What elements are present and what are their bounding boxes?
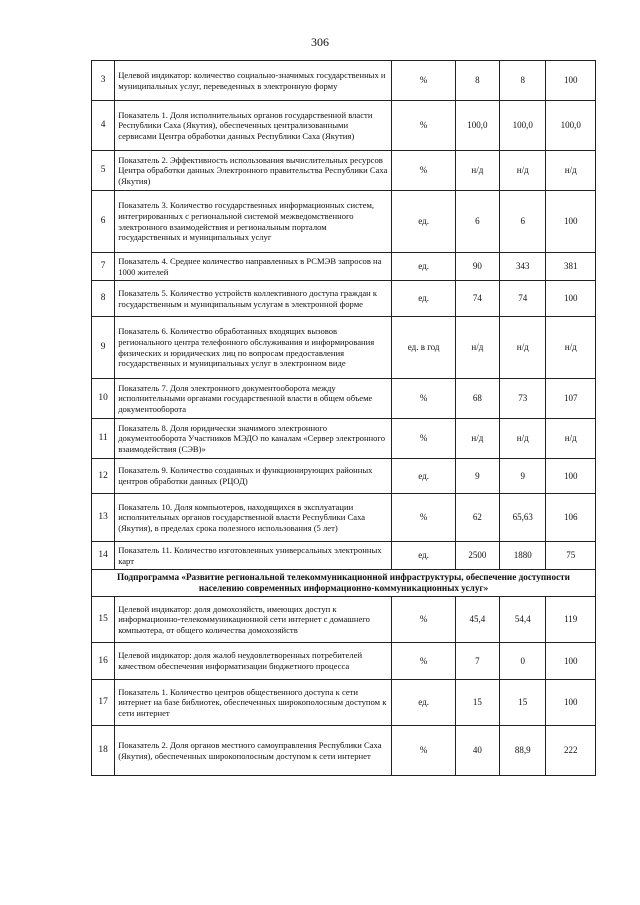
row-percent-value: 381 — [546, 253, 596, 281]
row-plan-value: 15 — [455, 680, 499, 726]
row-number: 7 — [92, 253, 115, 281]
row-number: 5 — [92, 151, 115, 191]
row-actual-value: 54,4 — [500, 597, 546, 643]
row-unit: ед. — [392, 253, 455, 281]
row-number: 16 — [92, 643, 115, 680]
row-percent-value: 222 — [546, 726, 596, 776]
row-actual-value: 6 — [500, 191, 546, 253]
row-unit: ед. — [392, 191, 455, 253]
row-number: 14 — [92, 542, 115, 570]
row-plan-value: н/д — [455, 317, 499, 379]
row-number: 12 — [92, 459, 115, 494]
row-plan-value: н/д — [455, 151, 499, 191]
row-description: Показатель 3. Количество государственных информационных систем, интегрированных с региональной системой межведомственного электронного взаимодействия и региональным порталом государственных и муниципальных услуг — [115, 191, 392, 253]
row-actual-value: 100,0 — [500, 101, 546, 151]
row-plan-value: 9 — [455, 459, 499, 494]
row-plan-value: 74 — [455, 281, 499, 317]
row-actual-value: н/д — [500, 317, 546, 379]
row-description: Показатель 10. Доля компьютеров, находящихся в эксплуатации исполнительных органов государственной власти Республики Саха (Якутия), в пределах срока полезного использования (5 лет) — [115, 494, 392, 542]
row-plan-value: 100,0 — [455, 101, 499, 151]
table-row — [92, 419, 596, 459]
row-plan-value: 6 — [455, 191, 499, 253]
row-actual-value: 1880 — [500, 542, 546, 570]
row-number: 9 — [92, 317, 115, 379]
row-unit: % — [392, 61, 455, 101]
row-number: 8 — [92, 281, 115, 317]
row-description: Показатель 11. Количество изготовленных универсальных электронных карт — [115, 542, 392, 570]
row-description: Показатель 7. Доля электронного документооборота между исполнительными органами государственной власти в общем объеме документооборота — [115, 379, 392, 419]
row-percent-value: 100 — [546, 191, 596, 253]
row-percent-value: 100 — [546, 61, 596, 101]
row-unit: % — [392, 494, 455, 542]
row-number: 10 — [92, 379, 115, 419]
table-row — [92, 597, 596, 643]
row-plan-value: 2500 — [455, 542, 499, 570]
table-row — [92, 317, 596, 379]
row-unit: ед. — [392, 542, 455, 570]
indicators-table — [91, 60, 596, 776]
row-description: Показатель 6. Количество обработанных входящих вызовов регионального центра телефонного обслуживания и информирования физических и юридических лиц по вопросам предоставления государственных и муниципальных услуг в электронном виде — [115, 317, 392, 379]
row-percent-value: 100 — [546, 680, 596, 726]
row-actual-value: 343 — [500, 253, 546, 281]
row-unit: ед. в год — [392, 317, 455, 379]
row-plan-value: 45,4 — [455, 597, 499, 643]
table-row — [92, 542, 596, 570]
row-description: Целевой индикатор: доля жалоб неудовлетворенных потребителей качеством обеспечения информатизации бюджетного процесса — [115, 643, 392, 680]
row-number: 4 — [92, 101, 115, 151]
row-actual-value: н/д — [500, 419, 546, 459]
row-unit: % — [392, 379, 455, 419]
page-number: 306 — [311, 35, 329, 49]
row-actual-value: 8 — [500, 61, 546, 101]
table-row — [92, 61, 596, 101]
row-description: Показатель 1. Доля исполнительных органов государственной власти Республики Саха (Якутия), обеспеченных централизованными сервисами Центра обработки данных Республики Саха (Якутия) — [115, 101, 392, 151]
table-row — [92, 253, 596, 281]
row-description: Показатель 9. Количество созданных и функционирующих районных центров обработки данных (РЦОД) — [115, 459, 392, 494]
section-row — [92, 570, 596, 597]
row-plan-value: н/д — [455, 419, 499, 459]
table-row — [92, 379, 596, 419]
row-number: 18 — [92, 726, 115, 776]
row-number: 15 — [92, 597, 115, 643]
row-actual-value: 65,63 — [500, 494, 546, 542]
row-percent-value: н/д — [546, 419, 596, 459]
row-description: Показатель 2. Доля органов местного самоуправления Республики Саха (Якутия), обеспеченных широкополосным доступом к сети интернет — [115, 726, 392, 776]
table-row — [92, 101, 596, 151]
row-percent-value: 106 — [546, 494, 596, 542]
row-percent-value: н/д — [546, 317, 596, 379]
table-row — [92, 726, 596, 776]
row-plan-value: 8 — [455, 61, 499, 101]
row-actual-value: 73 — [500, 379, 546, 419]
row-description: Целевой индикатор: доля домохозяйств, имеющих доступ к информационно-телекоммуникационной сети интернет с домашнего компьютера, от общего количества домохозяйств — [115, 597, 392, 643]
row-unit: % — [392, 151, 455, 191]
row-unit: ед. — [392, 680, 455, 726]
row-number: 3 — [92, 61, 115, 101]
row-percent-value: н/д — [546, 151, 596, 191]
row-percent-value: 119 — [546, 597, 596, 643]
row-description: Показатель 1. Количество центров общественного доступа к сети интернет на базе библиотек, обеспеченных широкополосным доступом к сети интернет — [115, 680, 392, 726]
row-unit: % — [392, 101, 455, 151]
row-description: Показатель 5. Количество устройств коллективного доступа граждан к государственным и муниципальным услугам в электронной форме — [115, 281, 392, 317]
row-percent-value: 107 — [546, 379, 596, 419]
row-plan-value: 40 — [455, 726, 499, 776]
table-row — [92, 459, 596, 494]
row-unit: % — [392, 643, 455, 680]
row-percent-value: 100 — [546, 281, 596, 317]
section-title: Подпрограмма «Развитие региональной телекоммуникационной инфраструктуры, обеспечение доступности населению современных информационно-коммуникационных услуг» — [92, 570, 596, 597]
row-unit: ед. — [392, 281, 455, 317]
row-description: Целевой индикатор: количество социально-значимых государственных и муниципальных услуг, переведенных в электронную форму — [115, 61, 392, 101]
table-row — [92, 151, 596, 191]
row-number: 17 — [92, 680, 115, 726]
row-actual-value: 9 — [500, 459, 546, 494]
row-description: Показатель 8. Доля юридически значимого электронного документооборота Участников МЭДО по каналам «Сервер электронного взаимодействия (СЭВ)» — [115, 419, 392, 459]
row-number: 11 — [92, 419, 115, 459]
row-actual-value: 88,9 — [500, 726, 546, 776]
table-row — [92, 680, 596, 726]
row-unit: ед. — [392, 459, 455, 494]
row-description: Показатель 4. Среднее количество направленных в РСМЭВ запросов на 1000 жителей — [115, 253, 392, 281]
row-unit: % — [392, 419, 455, 459]
row-description: Показатель 2. Эффективность использования вычислительных ресурсов Центра обработки данных Электронного правительства Республики Саха (Якутия) — [115, 151, 392, 191]
row-plan-value: 62 — [455, 494, 499, 542]
row-unit: % — [392, 726, 455, 776]
row-actual-value: 0 — [500, 643, 546, 680]
row-percent-value: 75 — [546, 542, 596, 570]
row-actual-value: н/д — [500, 151, 546, 191]
row-percent-value: 100 — [546, 643, 596, 680]
table-row — [92, 191, 596, 253]
row-actual-value: 74 — [500, 281, 546, 317]
row-plan-value: 7 — [455, 643, 499, 680]
row-number: 13 — [92, 494, 115, 542]
row-number: 6 — [92, 191, 115, 253]
table-row — [92, 281, 596, 317]
row-plan-value: 90 — [455, 253, 499, 281]
row-percent-value: 100 — [546, 459, 596, 494]
row-plan-value: 68 — [455, 379, 499, 419]
row-unit: % — [392, 597, 455, 643]
table-row — [92, 494, 596, 542]
row-percent-value: 100,0 — [546, 101, 596, 151]
table-row — [92, 643, 596, 680]
row-actual-value: 15 — [500, 680, 546, 726]
